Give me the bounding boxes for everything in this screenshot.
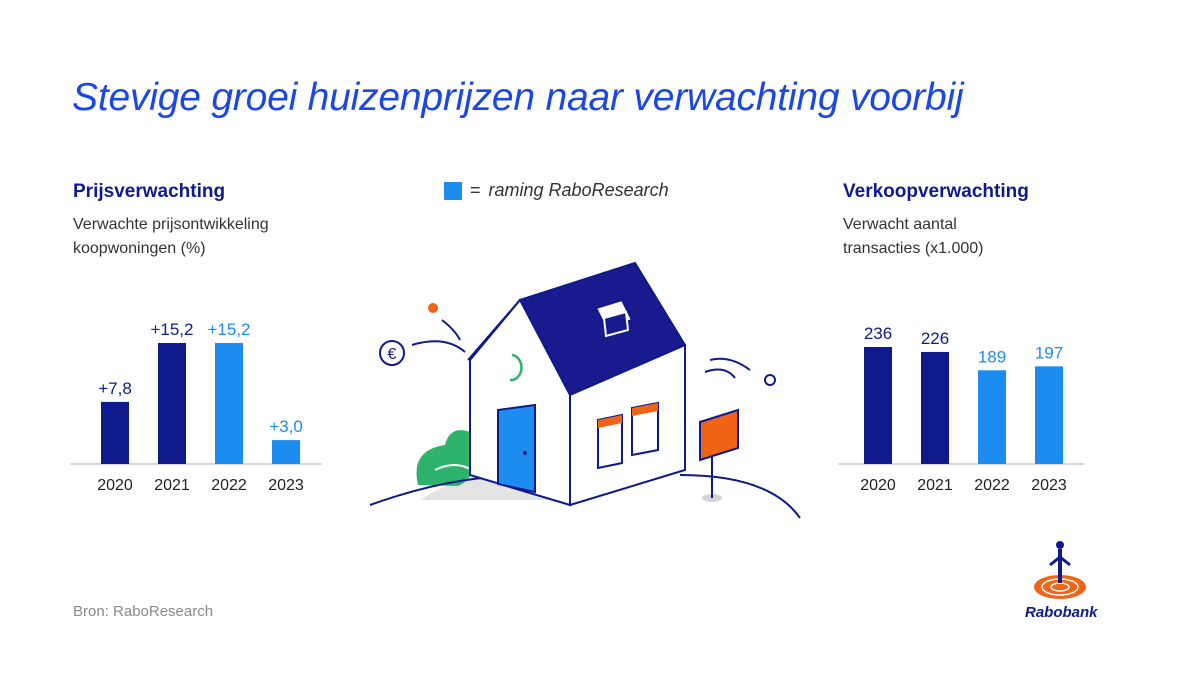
euro-coin-icon (380, 341, 404, 365)
legend-label: raming RaboResearch (488, 180, 669, 200)
price-chart-tick-label-2021: 2021 (154, 477, 190, 494)
sales-chart-tick-label-2023: 2023 (1031, 477, 1067, 494)
sales-chart-value-label-2022: 189 (977, 347, 1007, 367)
legend (444, 180, 669, 201)
sales-chart-bar-2022 (978, 370, 1006, 464)
sales-chart (838, 300, 1098, 500)
price-chart-tick-label-2020: 2020 (97, 477, 133, 494)
house-illustration (360, 260, 810, 520)
sales-chart-tick-label-2020: 2020 (860, 477, 896, 494)
sale-sign-icon (700, 410, 738, 502)
sales-chart-value-label-2020: 236 (863, 324, 893, 343)
price-chart-subtitle-line2: koopwoningen (%) (73, 240, 206, 257)
sales-chart-tick-label-2022: 2022 (974, 477, 1010, 494)
sales-chart-subtitle-line1: Verwacht aantal (843, 216, 957, 233)
sales-chart-bar-2023 (1035, 366, 1063, 464)
price-chart-subtitle (73, 213, 269, 261)
price-chart-value-label-2021: +15,2 (150, 320, 194, 339)
source-note: Bron: RaboResearch (73, 603, 214, 620)
price-chart-bar-2020 (101, 402, 129, 464)
svg-text:€: € (387, 346, 397, 363)
price-chart (70, 300, 330, 500)
legend-symbol: = (470, 180, 481, 200)
sales-chart-title: Verkoopverwachting (843, 181, 1029, 202)
price-chart-value-label-2022: +15,2 (207, 320, 251, 339)
sales-chart-value-label-2021: 226 (920, 328, 950, 348)
legend-forecast-swatch (444, 182, 462, 200)
price-chart-title: Prijsverwachting (73, 181, 226, 202)
price-chart-tick-label-2022: 2022 (211, 477, 247, 494)
price-chart-bar-2023 (272, 440, 300, 464)
price-chart-bar-2021 (158, 343, 186, 464)
sales-chart-header (843, 181, 1029, 261)
price-chart-bar-2022 (215, 343, 243, 464)
price-chart-value-label-2023: +3,0 (269, 417, 303, 437)
bush (417, 430, 479, 486)
sales-chart-value-label-2023: 197 (1034, 343, 1064, 363)
price-chart-value-label-2020: +7,8 (98, 378, 132, 398)
page-title: Stevige groei huizenprijzen naar verwachting voorbij (72, 76, 964, 119)
price-chart-subtitle-line1: Verwachte prijsontwikkeling (73, 216, 269, 233)
price-chart-tick-label-2023: 2023 (268, 477, 304, 494)
sales-chart-bar-2021 (921, 352, 949, 464)
rabobank-logo-text: Rabobank (1025, 604, 1098, 621)
rabobank-logo-icon (1030, 535, 1090, 605)
sales-chart-subtitle (843, 213, 1029, 261)
sales-chart-subtitle-line2: transacties (x1.000) (843, 240, 984, 257)
price-chart-header (73, 181, 269, 261)
sales-chart-bar-2020 (864, 347, 892, 464)
sales-chart-tick-label-2021: 2021 (917, 477, 953, 494)
